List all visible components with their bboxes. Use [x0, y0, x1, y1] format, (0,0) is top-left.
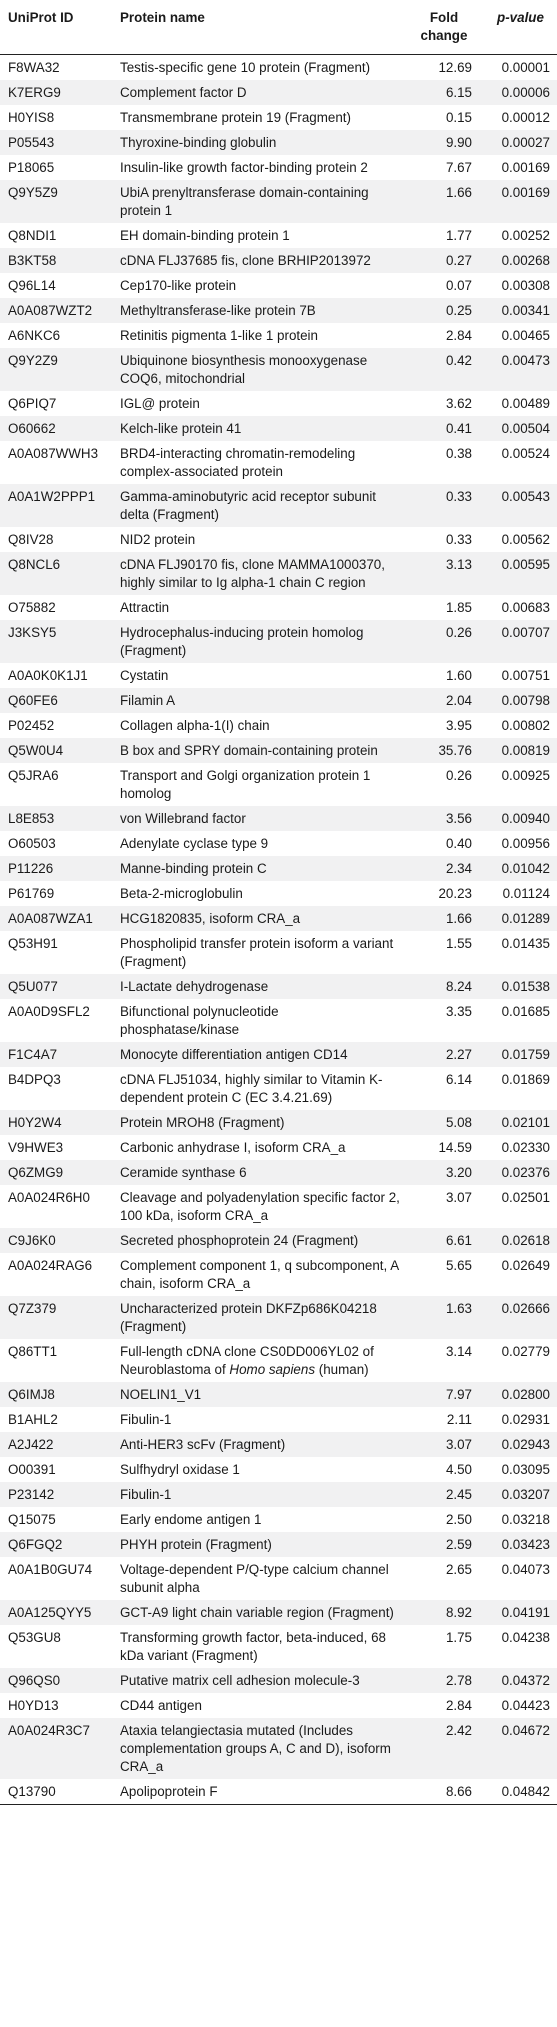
cell-p-value: 0.03218 — [501, 1511, 550, 1527]
cell-protein-name: von Willebrand factor — [120, 810, 246, 826]
cell-p-value: 0.00524 — [501, 445, 550, 461]
table-row — [0, 1407, 557, 1432]
table-row — [0, 1382, 557, 1407]
cell-protein-name: I-Lactate dehydrogenase — [120, 978, 269, 994]
cell-fold-change: 3.14 — [445, 1343, 472, 1359]
cell-protein-name: Attractin — [120, 599, 170, 615]
table-row — [0, 974, 557, 999]
cell-uniprot-id: A0A0D9SFL2 — [8, 1003, 90, 1019]
cell-uniprot-id: P05543 — [8, 134, 55, 150]
table-row — [0, 1779, 557, 1805]
header-uniprot-id: UniProt ID — [0, 0, 112, 55]
table-row — [0, 806, 557, 831]
table-row — [0, 1067, 557, 1110]
cell-protein-name: cDNA FLJ37685 fis, clone BRHIP2013972 — [120, 252, 371, 268]
cell-fold-change: 2.11 — [446, 1411, 472, 1427]
table-row — [0, 1228, 557, 1253]
cell-protein-name: Retinitis pigmenta 1-like 1 protein — [120, 327, 318, 343]
table-row — [0, 595, 557, 620]
cell-fold-change: 2.34 — [445, 860, 472, 876]
cell-fold-change: 2.84 — [445, 327, 472, 343]
cell-uniprot-id: P61769 — [8, 885, 55, 901]
cell-protein-name: Complement component 1, q subcomponent, A chain, isoform CRA_a — [120, 1257, 399, 1291]
table-row — [0, 738, 557, 763]
cell-uniprot-id: O60503 — [8, 835, 56, 851]
cell-fold-change: 4.50 — [445, 1461, 472, 1477]
cell-protein-name: Ceramide synthase 6 — [120, 1164, 247, 1180]
cell-uniprot-id: B4DPQ3 — [8, 1071, 61, 1087]
cell-p-value: 0.04672 — [501, 1722, 550, 1738]
cell-fold-change: 8.66 — [404, 1779, 484, 1805]
table-row — [0, 273, 557, 298]
cell-protein-name: IGL@ protein — [120, 395, 200, 411]
species-name-italic: Homo sapiens — [229, 1361, 316, 1377]
cell-fold-change: 14.59 — [438, 1139, 472, 1155]
table-row — [0, 552, 557, 595]
cell-p-value: 0.00027 — [501, 134, 550, 150]
cell-fold-change: 1.77 — [445, 227, 472, 243]
cell-protein-name: Cystatin — [120, 667, 169, 683]
cell-p-value: 0.04073 — [501, 1561, 550, 1577]
cell-p-value: 0.00956 — [501, 835, 550, 851]
cell-p-value: 0.00489 — [501, 395, 550, 411]
cell-p-value: 0.00473 — [501, 352, 550, 368]
cell-uniprot-id: Q7Z379 — [8, 1300, 57, 1316]
cell-protein-name: Cleavage and polyadenylation specific factor 2, 100 kDa, isoform CRA_a — [120, 1189, 400, 1223]
cell-fold-change: 3.07 — [445, 1189, 472, 1205]
cell-protein-name: NOELIN1_V1 — [120, 1386, 202, 1402]
cell-uniprot-id: A0A1B0GU74 — [8, 1561, 93, 1577]
cell-p-value: 0.00683 — [501, 599, 550, 615]
table-row — [0, 713, 557, 738]
cell-p-value: 0.01124 — [502, 885, 550, 901]
cell-p-value: 0.00006 — [501, 84, 550, 100]
cell-p-value: 0.00341 — [501, 302, 550, 318]
table-row — [0, 1185, 557, 1228]
cell-protein-name: Transport and Golgi organization protein 1 homolog — [120, 767, 371, 801]
cell-uniprot-id: V9HWE3 — [8, 1139, 64, 1155]
table-row — [0, 688, 557, 713]
table-row — [0, 348, 557, 391]
cell-protein-name: Bifunctional polynucleotide phosphatase/kinase — [120, 1003, 279, 1037]
cell-p-value: 0.04372 — [501, 1672, 550, 1688]
cell-uniprot-id: Q6PIQ7 — [8, 395, 57, 411]
cell-uniprot-id: Q5U077 — [8, 978, 58, 994]
table-row — [0, 1296, 557, 1339]
cell-uniprot-id: C9J6K0 — [8, 1232, 56, 1248]
cell-uniprot-id: Q15075 — [8, 1511, 56, 1527]
table-row — [0, 1693, 557, 1718]
cell-p-value: 0.02101 — [501, 1114, 550, 1130]
cell-protein-name — [112, 1339, 404, 1382]
cell-protein-name: Filamin A — [120, 692, 176, 708]
cell-fold-change: 0.26 — [445, 767, 472, 783]
cell-p-value: 0.00268 — [501, 252, 550, 268]
cell-protein-name: Fibulin-1 — [120, 1486, 172, 1502]
cell-uniprot-id: A0A024RAG6 — [8, 1257, 93, 1273]
cell-protein-name: Gamma-aminobutyric acid receptor subunit delta (Fragment) — [120, 488, 377, 522]
cell-fold-change: 8.24 — [445, 978, 472, 994]
cell-fold-change: 8.92 — [445, 1604, 472, 1620]
cell-fold-change: 1.66 — [445, 910, 472, 926]
cell-p-value: 0.01435 — [501, 935, 550, 951]
cell-fold-change: 1.75 — [445, 1629, 472, 1645]
cell-protein-name: Methyltransferase-like protein 7B — [120, 302, 316, 318]
cell-fold-change: 6.61 — [445, 1232, 472, 1248]
cell-uniprot-id: A2J422 — [8, 1436, 54, 1452]
cell-fold-change: 0.25 — [445, 302, 472, 318]
cell-fold-change: 3.07 — [445, 1436, 472, 1452]
cell-protein-name: Manne-binding protein C — [120, 860, 267, 876]
cell-uniprot-id: Q53GU8 — [8, 1629, 61, 1645]
cell-p-value: 0.00504 — [501, 420, 550, 436]
cell-fold-change: 1.55 — [445, 935, 472, 951]
cell-protein-name: PHYH protein (Fragment) — [120, 1536, 272, 1552]
cell-fold-change: 3.35 — [445, 1003, 472, 1019]
cell-p-value: 0.02800 — [501, 1386, 550, 1402]
table-row — [0, 1042, 557, 1067]
table-row — [0, 1160, 557, 1185]
cell-uniprot-id: A0A024R3C7 — [8, 1722, 90, 1738]
cell-uniprot-id: Q5W0U4 — [8, 742, 64, 758]
cell-p-value: 0.02618 — [501, 1232, 550, 1248]
cell-fold-change: 7.67 — [445, 159, 472, 175]
cell-protein-name: Ubiquinone biosynthesis monooxygenase COQ6, mitochondrial — [120, 352, 368, 386]
table-row — [0, 1668, 557, 1693]
cell-p-value: 0.04423 — [501, 1697, 550, 1713]
cell-fold-change: 2.78 — [445, 1672, 472, 1688]
table-row — [0, 831, 557, 856]
cell-protein-name: NID2 protein — [120, 531, 196, 547]
table-row — [0, 1600, 557, 1625]
cell-uniprot-id: Q96QS0 — [8, 1672, 61, 1688]
cell-protein-name: Transforming growth factor, beta-induced, 68 kDa variant (Fragment) — [120, 1629, 386, 1663]
cell-fold-change: 0.42 — [445, 352, 472, 368]
cell-p-value: 0.04842 — [484, 1779, 557, 1805]
cell-p-value: 0.02330 — [501, 1139, 550, 1155]
table-row — [0, 906, 557, 931]
cell-protein-name: Carbonic anhydrase I, isoform CRA_a — [120, 1139, 346, 1155]
cell-p-value: 0.01042 — [501, 860, 550, 876]
cell-uniprot-id: B3KT58 — [8, 252, 57, 268]
cell-fold-change: 2.04 — [445, 692, 472, 708]
cell-p-value: 0.00252 — [501, 227, 550, 243]
cell-uniprot-id: O75882 — [8, 599, 56, 615]
cell-uniprot-id: Q6IMJ8 — [8, 1386, 55, 1402]
header-p-value: p-value — [484, 0, 557, 55]
cell-fold-change: 1.85 — [445, 599, 472, 615]
table-row — [0, 1532, 557, 1557]
cell-p-value: 0.00465 — [501, 327, 550, 343]
table-row — [0, 223, 557, 248]
cell-uniprot-id: Q13790 — [0, 1779, 112, 1805]
table-row — [0, 248, 557, 273]
cell-fold-change: 2.42 — [445, 1722, 472, 1738]
cell-fold-change: 1.60 — [445, 667, 472, 683]
cell-fold-change: 0.38 — [445, 445, 472, 461]
table-row — [0, 298, 557, 323]
cell-fold-change: 6.15 — [445, 84, 472, 100]
table-row — [0, 1482, 557, 1507]
cell-fold-change: 5.08 — [445, 1114, 472, 1130]
cell-p-value: 0.00940 — [501, 810, 550, 826]
table-row — [0, 620, 557, 663]
table-row — [0, 323, 557, 348]
cell-p-value: 0.02931 — [501, 1411, 550, 1427]
cell-uniprot-id: Q60FE6 — [8, 692, 58, 708]
cell-protein-name: Thyroxine-binding globulin — [120, 134, 277, 150]
table-row — [0, 1557, 557, 1600]
cell-p-value: 0.02649 — [501, 1257, 550, 1273]
cell-protein-name: Complement factor D — [120, 84, 247, 100]
cell-protein-name: Ataxia telangiectasia mutated (Includes complementation groups A, C and D), isoform CRA_a — [120, 1722, 391, 1774]
cell-fold-change: 3.95 — [445, 717, 472, 733]
table-row — [0, 856, 557, 881]
cell-p-value: 0.02666 — [501, 1300, 550, 1316]
cell-uniprot-id: P11226 — [8, 860, 54, 876]
cell-protein-name: Collagen alpha-1(I) chain — [120, 717, 270, 733]
table-row — [0, 391, 557, 416]
table-row — [0, 527, 557, 552]
cell-protein-name: HCG1820835, isoform CRA_a — [120, 910, 301, 926]
table-row — [0, 763, 557, 806]
cell-p-value: 0.02376 — [501, 1164, 550, 1180]
cell-fold-change: 0.27 — [445, 252, 472, 268]
cell-uniprot-id: O00391 — [8, 1461, 56, 1477]
cell-protein-name: Phospholipid transfer protein isoform a variant (Fragment) — [120, 935, 394, 969]
cell-uniprot-id: Q53H91 — [8, 935, 58, 951]
cell-protein-name: B box and SPRY domain-containing protein — [120, 742, 378, 758]
table-row — [0, 999, 557, 1042]
table-row — [0, 1135, 557, 1160]
cell-fold-change: 5.65 — [445, 1257, 472, 1273]
cell-fold-change: 9.90 — [445, 134, 472, 150]
cell-protein-name: Adenylate cyclase type 9 — [120, 835, 269, 851]
cell-protein-name: Hydrocephalus-inducing protein homolog (Fragment) — [120, 624, 364, 658]
cell-uniprot-id: Q6ZMG9 — [8, 1164, 64, 1180]
table-row — [0, 663, 557, 688]
cell-fold-change: 1.66 — [445, 184, 472, 200]
cell-fold-change: 2.27 — [445, 1046, 472, 1062]
header-protein-name: Protein name — [112, 0, 404, 55]
cell-uniprot-id: A0A087WZT2 — [8, 302, 93, 318]
cell-protein-name: CD44 antigen — [120, 1697, 202, 1713]
cell-protein-name: Insulin-like growth factor-binding protein 2 — [120, 159, 368, 175]
table-row — [0, 55, 557, 81]
cell-uniprot-id: F1C4A7 — [8, 1046, 58, 1062]
cell-uniprot-id: Q5JRA6 — [8, 767, 59, 783]
cell-uniprot-id: A0A087WZA1 — [8, 910, 93, 926]
cell-p-value: 0.00819 — [501, 742, 550, 758]
cell-protein-name: Beta-2-microglobulin — [120, 885, 243, 901]
cell-fold-change: 2.65 — [445, 1561, 472, 1577]
cell-fold-change: 7.97 — [445, 1386, 472, 1402]
cell-uniprot-id: L8E853 — [8, 810, 55, 826]
cell-fold-change: 0.07 — [445, 277, 472, 293]
cell-fold-change: 2.45 — [445, 1486, 472, 1502]
cell-uniprot-id: A0A087WWH3 — [8, 445, 99, 461]
table-row — [0, 1507, 557, 1532]
cell-p-value: 0.01759 — [501, 1046, 550, 1062]
table-row — [0, 1253, 557, 1296]
cell-fold-change: 3.13 — [445, 556, 472, 572]
cell-protein-name: cDNA FLJ51034, highly similar to Vitamin K-dependent protein C (EC 3.4.21.69) — [120, 1071, 383, 1105]
cell-fold-change: 35.76 — [438, 742, 472, 758]
cell-uniprot-id: O60662 — [8, 420, 56, 436]
cell-p-value: 0.00169 — [501, 159, 550, 175]
cell-protein-name: Voltage-dependent P/Q-type calcium channel subunit alpha — [120, 1561, 389, 1595]
table-row — [0, 484, 557, 527]
cell-p-value: 0.00562 — [501, 531, 550, 547]
cell-fold-change: 2.59 — [445, 1536, 472, 1552]
cell-p-value: 0.00012 — [501, 109, 550, 125]
cell-uniprot-id: Q8IV28 — [8, 531, 54, 547]
cell-fold-change: 2.84 — [445, 1697, 472, 1713]
cell-p-value: 0.00169 — [501, 184, 550, 200]
cell-protein-name: Apolipoprotein F — [112, 1779, 404, 1805]
cell-protein-name: Fibulin-1 — [120, 1411, 172, 1427]
cell-uniprot-id: P02452 — [8, 717, 55, 733]
cell-fold-change: 2.50 — [445, 1511, 472, 1527]
table-row — [0, 1110, 557, 1135]
cell-fold-change: 6.14 — [445, 1071, 472, 1087]
cell-fold-change: 0.41 — [445, 420, 472, 436]
cell-fold-change: 0.15 — [445, 109, 472, 125]
cell-uniprot-id: A0A125QYY5 — [8, 1604, 92, 1620]
cell-protein-name: Sulfhydryl oxidase 1 — [120, 1461, 240, 1477]
header-row — [0, 0, 557, 55]
cell-p-value: 0.03423 — [501, 1536, 550, 1552]
table-header — [0, 0, 557, 55]
table-body — [0, 55, 557, 1805]
cell-protein-name: Testis-specific gene 10 protein (Fragment) — [120, 59, 371, 75]
header-fold-change: Fold change — [404, 0, 484, 55]
table-row — [0, 130, 557, 155]
cell-uniprot-id: P18065 — [8, 159, 55, 175]
cell-p-value: 0.00308 — [501, 277, 550, 293]
table-row — [0, 105, 557, 130]
cell-protein-name: Secreted phosphoprotein 24 (Fragment) — [120, 1232, 359, 1248]
cell-fold-change: 1.63 — [445, 1300, 472, 1316]
cell-protein-name: Putative matrix cell adhesion molecule-3 — [120, 1672, 360, 1688]
table-row — [0, 155, 557, 180]
cell-uniprot-id: P23142 — [8, 1486, 55, 1502]
cell-p-value: 0.04238 — [501, 1629, 550, 1645]
cell-protein-name: GCT-A9 light chain variable region (Fragment) — [120, 1604, 394, 1620]
cell-p-value: 0.02501 — [501, 1189, 550, 1205]
cell-fold-change: 0.33 — [445, 488, 472, 504]
table-row — [0, 80, 557, 105]
cell-uniprot-id: Q96L14 — [8, 277, 56, 293]
cell-protein-name: Cep170-like protein — [120, 277, 237, 293]
cell-protein-name: Anti-HER3 scFv (Fragment) — [120, 1436, 286, 1452]
cell-uniprot-id: F8WA32 — [8, 59, 60, 75]
table-row — [0, 1718, 557, 1779]
cell-uniprot-id: Q86TT1 — [8, 1343, 58, 1359]
cell-uniprot-id: Q9Y2Z9 — [8, 352, 58, 368]
cell-p-value: 0.02943 — [501, 1436, 550, 1452]
cell-p-value: 0.00595 — [501, 556, 550, 572]
cell-p-value: 0.01869 — [501, 1071, 550, 1087]
cell-p-value: 0.03095 — [501, 1461, 550, 1477]
cell-protein-name: Monocyte differentiation antigen CD14 — [120, 1046, 348, 1062]
cell-protein-name: Transmembrane protein 19 (Fragment) — [120, 109, 351, 125]
cell-fold-change: 20.23 — [438, 885, 472, 901]
cell-fold-change: 0.40 — [445, 835, 472, 851]
cell-uniprot-id: A0A0K0K1J1 — [8, 667, 88, 683]
cell-p-value: 0.00798 — [501, 692, 550, 708]
cell-protein-name: UbiA prenyltransferase domain-containing protein 1 — [120, 184, 369, 218]
table-row — [0, 881, 557, 906]
cell-uniprot-id: H0Y2W4 — [8, 1114, 62, 1130]
cell-protein-name: Uncharacterized protein DKFZp686K04218 (Fragment) — [120, 1300, 377, 1334]
table-row — [0, 1432, 557, 1457]
cell-protein-name: Early endome antigen 1 — [120, 1511, 262, 1527]
cell-p-value: 0.00925 — [501, 767, 550, 783]
cell-protein-name: Protein MROH8 (Fragment) — [120, 1114, 285, 1130]
cell-p-value: 0.00751 — [501, 667, 550, 683]
table-row — [0, 441, 557, 484]
cell-fold-change: 3.62 — [445, 395, 472, 411]
cell-p-value: 0.00001 — [501, 59, 550, 75]
table-row — [0, 1625, 557, 1668]
cell-fold-change: 3.56 — [445, 810, 472, 826]
cell-p-value: 0.01289 — [501, 910, 550, 926]
cell-fold-change: 0.33 — [445, 531, 472, 547]
cell-p-value: 0.00543 — [501, 488, 550, 504]
cell-uniprot-id: J3KSY5 — [8, 624, 57, 640]
cell-protein-name: BRD4-interacting chromatin-remodeling complex-associated protein — [120, 445, 356, 479]
cell-uniprot-id: Q9Y5Z9 — [8, 184, 58, 200]
cell-p-value: 0.00802 — [501, 717, 550, 733]
cell-uniprot-id: H0YIS8 — [8, 109, 55, 125]
protein-name-tail: (human) — [315, 1361, 369, 1377]
cell-uniprot-id: A6NKC6 — [8, 327, 61, 343]
cell-uniprot-id: Q8NDI1 — [8, 227, 57, 243]
cell-p-value: 0.03207 — [501, 1486, 550, 1502]
cell-p-value: 0.02779 — [501, 1343, 550, 1359]
cell-fold-change: 3.20 — [445, 1164, 472, 1180]
cell-uniprot-id: K7ERG9 — [8, 84, 61, 100]
cell-uniprot-id: Q8NCL6 — [8, 556, 61, 572]
cell-protein-name: cDNA FLJ90170 fis, clone MAMMA1000370, highly similar to Ig alpha-1 chain C region — [120, 556, 385, 590]
cell-p-value: 0.01538 — [501, 978, 550, 994]
table-row — [0, 180, 557, 223]
cell-uniprot-id: Q6FGQ2 — [8, 1536, 63, 1552]
cell-uniprot-id: A0A024R6H0 — [8, 1189, 90, 1205]
table-row — [0, 416, 557, 441]
cell-p-value: 0.04191 — [501, 1604, 550, 1620]
cell-protein-name: EH domain-binding protein 1 — [120, 227, 290, 243]
cell-uniprot-id: H0YD13 — [8, 1697, 59, 1713]
cell-protein-name: Kelch-like protein 41 — [120, 420, 242, 436]
cell-fold-change: 12.69 — [438, 59, 472, 75]
cell-p-value: 0.00707 — [501, 624, 550, 640]
table-row — [0, 931, 557, 974]
protein-name-text: Full-length cDNA clone CS0DD006YL02 of Neuroblastoma of — [120, 1343, 374, 1377]
cell-fold-change: 0.26 — [445, 624, 472, 640]
cell-p-value: 0.01685 — [501, 1003, 550, 1019]
table-row — [0, 1457, 557, 1482]
cell-uniprot-id: B1AHL2 — [8, 1411, 58, 1427]
cell-uniprot-id: A0A1W2PPP1 — [8, 488, 96, 504]
table-row — [0, 1339, 557, 1382]
